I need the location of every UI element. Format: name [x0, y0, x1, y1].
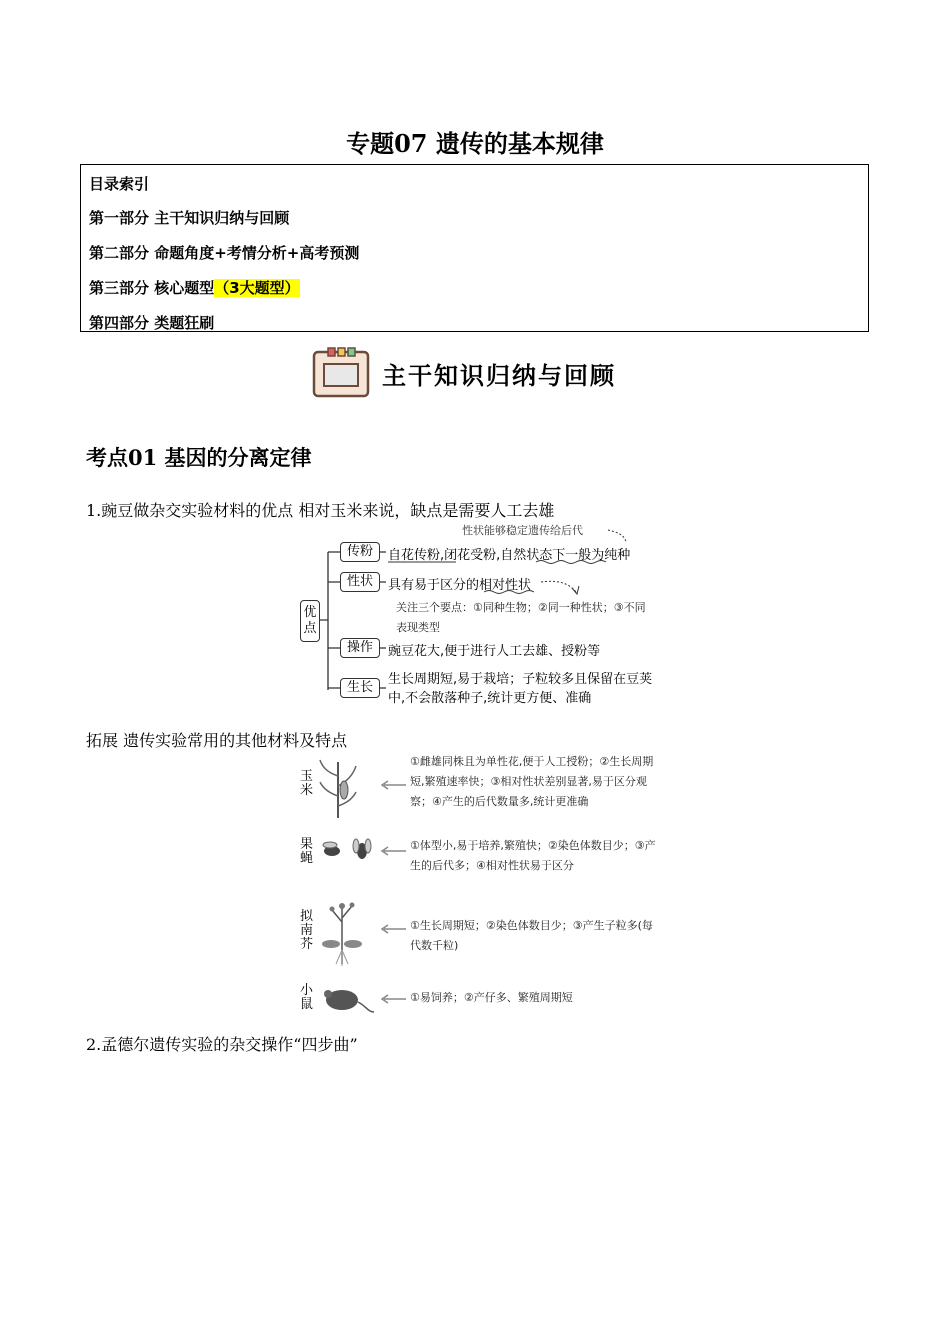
toc-part2: 第二部分 命题角度+考情分析+高考预测: [89, 244, 360, 262]
label-box-growth: 生长: [340, 678, 380, 698]
paragraph-1: 1.豌豆做杂交实验材料的优点 相对玉米来说，缺点是需要人工去雄: [86, 501, 555, 520]
text-traits: 具有易于区分的相对性状: [388, 578, 532, 593]
banner-label: 主干知识归纳与回顾: [382, 362, 616, 390]
material-note-mouse: ①易饲养；②产仔多、繁殖周期短: [410, 991, 573, 1004]
label-box-operation: 操作: [340, 638, 380, 658]
material-note-arabidopsis: ①生长周期短；②染色体数目少；③产生子粒多(每代数千粒): [410, 919, 653, 952]
text-pollination: 自花传粉,闭花受粉,自然状态下一般为纯种: [388, 548, 631, 563]
material-note-fruitfly: ①体型小,易于培养,繁殖快；②染色体数目少；③产生的后代多；④相对性状易于区分: [410, 839, 656, 872]
toc-part3-highlight: （3大题型）: [214, 279, 300, 297]
root-box-advantages: 优点: [300, 600, 320, 642]
arrow-left-icon: [380, 924, 406, 934]
advantages-diagram: [296, 520, 666, 710]
toc-box: [80, 164, 869, 332]
toc-part3-label: 第三部分 核心题型: [89, 279, 215, 297]
toc-part1: 第一部分 主干知识归纳与回顾: [89, 209, 290, 227]
arrow-left-icon: [380, 780, 406, 790]
arrow-left-icon: [380, 994, 406, 1004]
paragraph-2: 拓展 遗传实验常用的其他材料及特点: [86, 731, 348, 750]
arrow-left-icon: [380, 846, 406, 856]
material-name-arabidopsis: 拟南芥: [300, 909, 314, 952]
material-name-corn: 玉米: [300, 769, 314, 798]
text-growth: 生长周期短,易于栽培；子粒较多且保留在豆荚中,不会散落种子,统计更方便、准确: [388, 672, 653, 706]
note-three-points: 关注三个要点：①同种生物；②同一种性状；③不同表现类型: [396, 601, 646, 634]
paragraph-3: 2.孟德尔遗传实验的杂交操作“四步曲”: [86, 1035, 358, 1054]
fruitfly-icon: [318, 836, 378, 866]
label-box-traits: 性状: [340, 572, 380, 592]
material-note-corn: ①雌雄同株且为单性花,便于人工授粉；②生长周期短,繁殖速率快；③相对性状差别显著,易于区分观察；④产生的后代数量多,统计更准确: [410, 755, 654, 808]
page-title: 专题07 遗传的基本规律: [346, 129, 604, 158]
note-stable-inheritance: 性状能够稳定遗传给后代: [462, 524, 583, 537]
text-operation: 豌豆花大,便于进行人工去雄、授粉等: [388, 644, 601, 659]
material-name-fruitfly: 果蝇: [300, 837, 314, 866]
mouse-icon: [322, 982, 374, 1016]
arabidopsis-icon: [322, 898, 362, 968]
corn-icon: [318, 756, 358, 820]
material-name-mouse: 小鼠: [300, 983, 314, 1012]
label-box-pollination: 传粉: [340, 542, 380, 562]
materials-diagram: [296, 752, 666, 1024]
toc-part3: [89, 277, 300, 298]
toc-part4: 第四部分 类题狂刷: [89, 314, 215, 332]
section-heading: 考点01 基因的分离定律: [86, 445, 312, 470]
toc-heading: 目录索引: [89, 175, 150, 193]
